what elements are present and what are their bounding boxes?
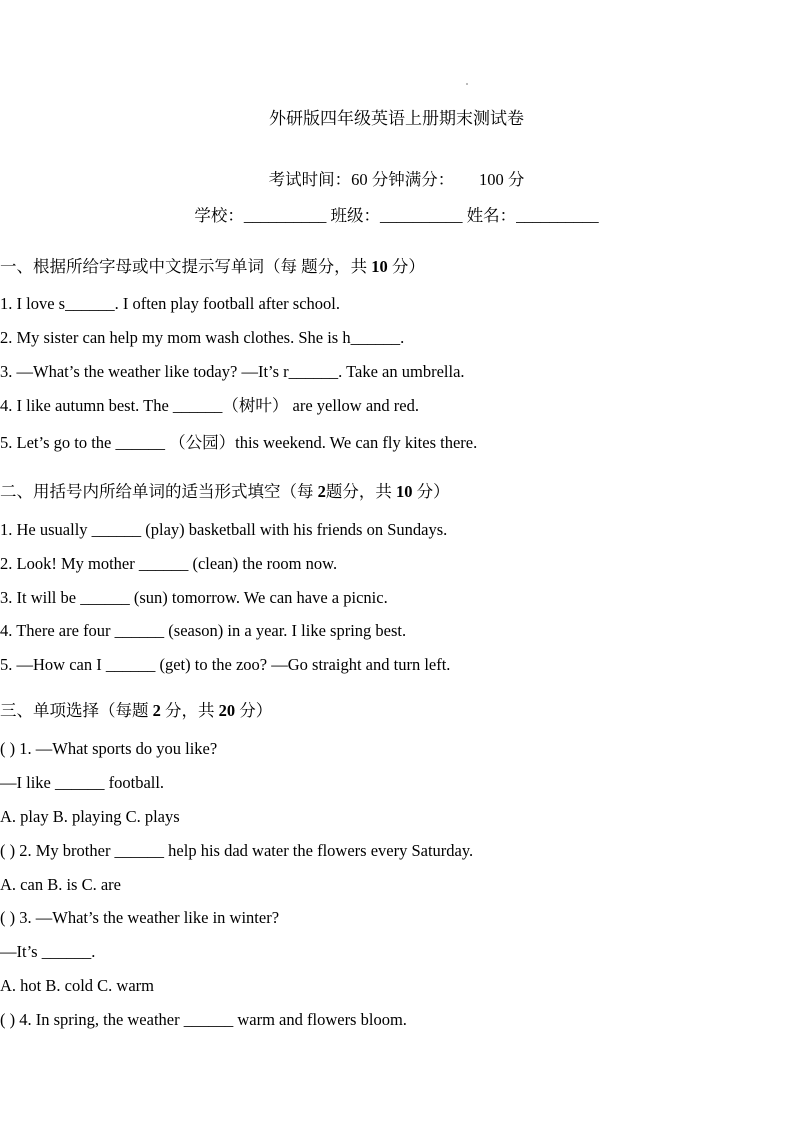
section1-heading: 一、根据所给字母或中文提示写单词（每 题分，共 10 分） bbox=[0, 257, 425, 276]
section2-heading: 二、用括号内所给单词的适当形式填空（每 2题分，共 10 分） bbox=[0, 482, 450, 501]
section3-options-1: A. play B. playing C. plays bbox=[0, 807, 180, 826]
section3-question-4: ( ) 4. In spring, the weather ______ warm and flowers bloom. bbox=[0, 1010, 407, 1029]
section2-item-2: 2. Look! My mother ______ (clean) the room now. bbox=[0, 554, 338, 573]
section1-item-3: 3. —What’s the weather like today? —It’s r______. Take an umbrella. bbox=[0, 362, 465, 381]
exam-title: 外研版四年级英语上册期末测试卷 bbox=[269, 109, 524, 128]
section3-heading: 三、单项选择（每题 2 分，共 20 分） bbox=[0, 701, 273, 720]
section3-options-2: A. can B. is C. are bbox=[0, 875, 121, 894]
section2-item-1: 1. He usually ______ (play) basketball with his friends on Sundays. bbox=[0, 520, 448, 539]
section2-item-5: 5. —How can I ______ (get) to the zoo? —Go straight and turn left. bbox=[0, 655, 451, 674]
section2-item-4: 4. There are four ______ (season) in a year. I like spring best. bbox=[0, 621, 407, 640]
section1-item-4: 4. I like autumn best. The ______（树叶） are yellow and red. bbox=[0, 396, 419, 415]
section3-question-2: ( ) 2. My brother ______ help his dad water the flowers every Saturday. bbox=[0, 841, 474, 860]
section1-item-1: 1. I love s______. I often play football after school. bbox=[0, 294, 340, 313]
student-info-fields: 学校：__________ 班级：__________ 姓名：__________ bbox=[194, 206, 599, 225]
scan-speck bbox=[466, 83, 468, 85]
section3-question-3: ( ) 3. —What’s the weather like in winter? bbox=[0, 908, 280, 927]
section2-item-3: 3. It will be ______ (sun) tomorrow. We can have a picnic. bbox=[0, 588, 388, 607]
section1-item-2: 2. My sister can help my mom wash clothes. She is h______. bbox=[0, 328, 405, 347]
section3-answer-line-3: —It’s ______. bbox=[0, 942, 96, 961]
section1-item-5: 5. Let’s go to the ______ （公园）this weekend. We can fly kites there. bbox=[0, 433, 478, 452]
exam-info: 考试时间：60 分钟满分： 100 分 bbox=[268, 170, 525, 189]
section3-question-1: ( ) 1. —What sports do you like? bbox=[0, 739, 218, 758]
section3-options-3: A. hot B. cold C. warm bbox=[0, 976, 154, 995]
section3-answer-line-1: —I like ______ football. bbox=[0, 773, 165, 792]
